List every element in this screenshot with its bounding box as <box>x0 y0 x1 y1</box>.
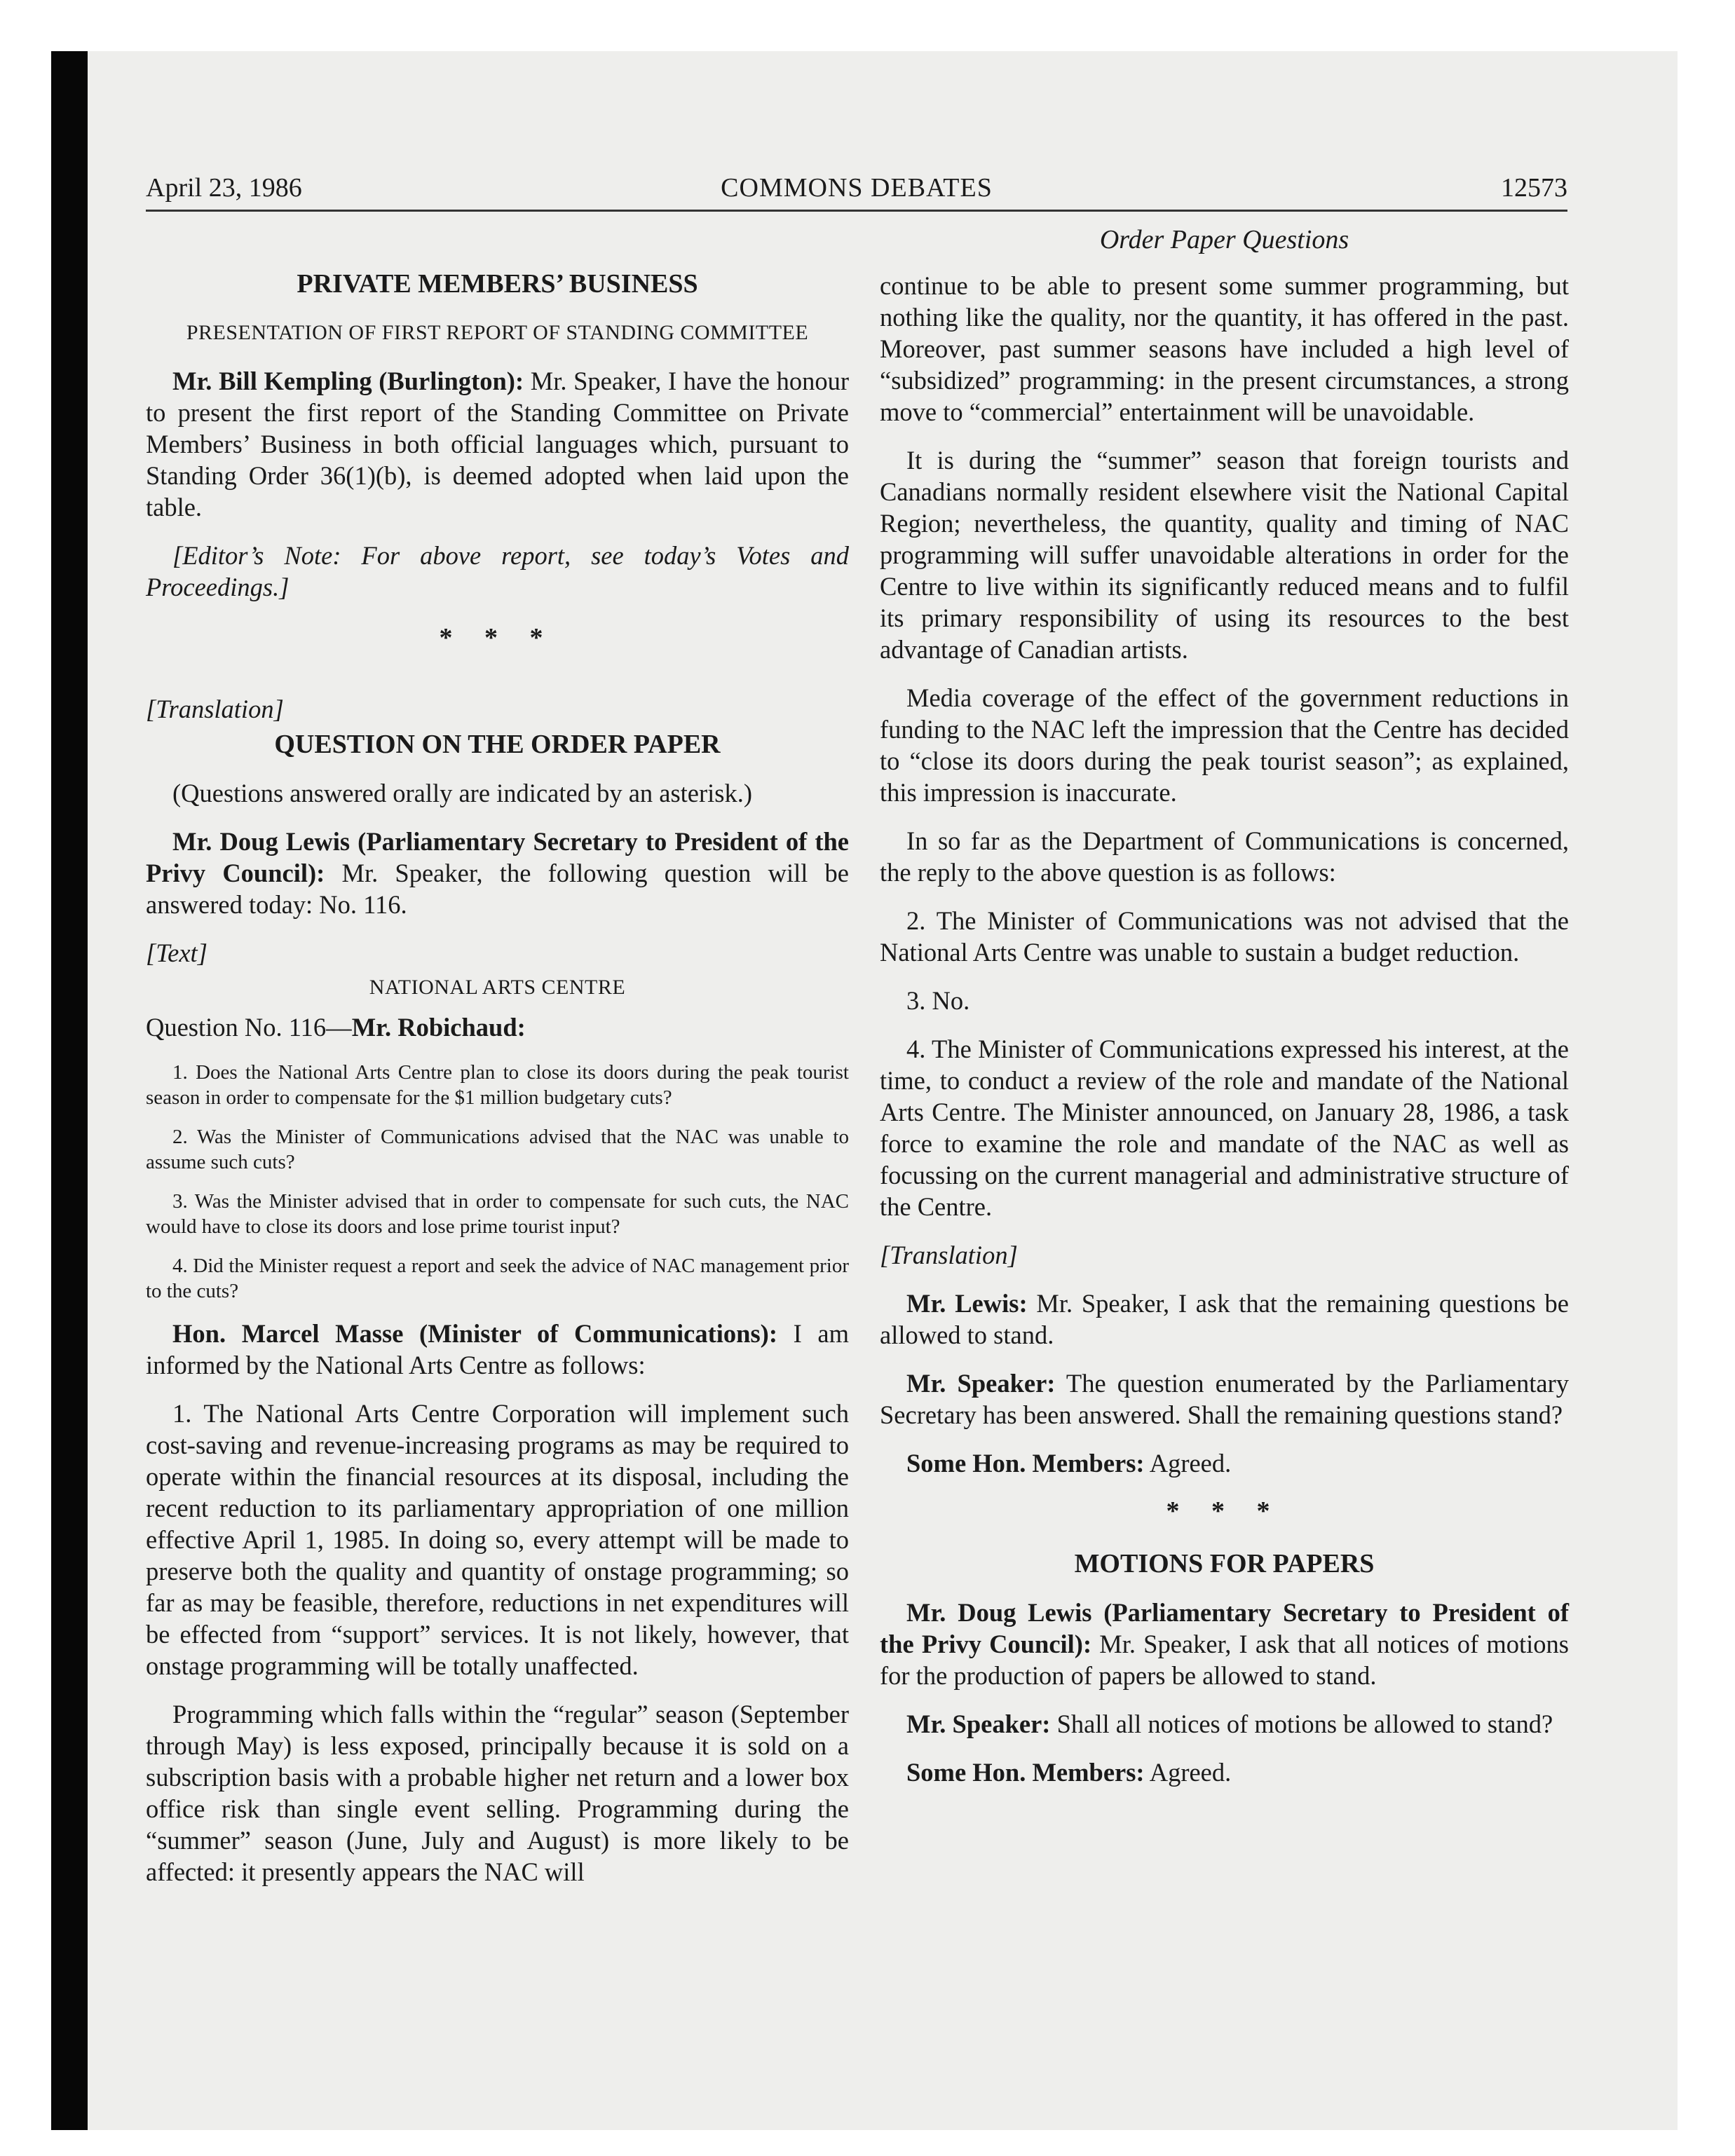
question-asker: Mr. Robichaud: <box>351 1013 526 1042</box>
question-4: 4. Did the Minister request a report and seek the advice of NAC management prior to the cuts? <box>146 1255 849 1302</box>
speaker2-paragraph <box>880 1708 1569 1740</box>
speech-text: Mr. Speaker, I have the honour to present the first report of the Standing Committee on Private Members’ Business in both official languages which, pursuant to Standing Order 36(1)(b), is deemed adopted when laid upon the table. <box>146 367 849 521</box>
question-3: 3. Was the Minister advised that in order to compensate for such cuts, the NAC would have to close its doors and lose prime tourist input? <box>146 1190 849 1238</box>
speaker-name: Mr. Speaker: <box>906 1369 1056 1398</box>
speaker-name: Mr. Speaker: <box>906 1710 1051 1738</box>
question-number: Question No. 116— <box>146 1013 352 1042</box>
pmb-subheading: PRESENTATION OF FIRST REPORT OF STANDING COMMITTEE <box>186 321 809 344</box>
lewis-paragraph <box>146 826 849 920</box>
speaker-name: Mr. Doug Lewis (Parliamentary Secretary to President of the Privy Council): <box>146 827 849 887</box>
translation-tag: [Translation] <box>880 1241 1018 1269</box>
summer-paragraph: It is during the “summer” season that foreign tourists and Canadians normally resident elsewhere visit the National Capital Region; nevertheless, the quantity, quality and timing of NAC programming will suffer unavoidable alterations in order for the Centre to live within its significantly reduced means and to fulfil its primary responsibility of using its resources to the best advantage of Canadian artists. <box>880 446 1569 664</box>
speech-text: Mr. Speaker, I ask that the remaining questions be allowed to stand. <box>880 1289 1569 1349</box>
media-paragraph: Media coverage of the effect of the government reductions in funding to the NAC left the impression that the Centre has decided to “close its doors during the peak tourist season”; as explained, this impression is inaccurate. <box>880 683 1569 807</box>
speech-text: Agreed. <box>1144 1758 1232 1787</box>
pmb-heading: PRIVATE MEMBERS’ BUSINESS <box>297 269 698 299</box>
page-header <box>146 170 1567 212</box>
speech-text: I am informed by the National Arts Centre as follows: <box>146 1319 849 1379</box>
speaker-name: Some Hon. Members: <box>906 1449 1145 1478</box>
section-separator: * * * <box>439 623 556 653</box>
speaker-name: Mr. Bill Kempling (Burlington): <box>172 367 524 395</box>
lewis-paragraph <box>880 1288 1569 1351</box>
reply-4: 4. The Minister of Communications expressed his interest, at the time, to conduct a review of the role and mandate of the National Arts Centre. The Minister announced, on January 28, 1986, a task force to examine the role and mandate of the NAC as well as focussing on the current managerial and administrative structure of the Centre. <box>880 1035 1569 1221</box>
speaker-name: Some Hon. Members: <box>906 1758 1145 1787</box>
speech-text: Shall all notices of motions be allowed to stand? <box>1050 1710 1553 1738</box>
speech-text: Mr. Speaker, the following question will be answered today: No. 116. <box>146 859 849 919</box>
kempling-paragraph <box>146 365 849 523</box>
header-date: April 23, 1986 <box>146 173 302 203</box>
members2-paragraph <box>880 1756 1569 1788</box>
section-separator: * * * <box>1166 1496 1283 1526</box>
translation-tag: [Translation] <box>146 695 284 723</box>
nac-subheading: NATIONAL ARTS CENTRE <box>369 976 626 999</box>
programming-paragraph: Programming which falls within the “regular” season (September through May) is less exposed, principally because it is sold on a subscription basis with a probable higher net return and a lower box office risk than single event selling. Programming during the “summer” season (June, July and August) is more likely to be affected: it presently appears the NAC will <box>146 1700 849 1886</box>
continued-paragraph: continue to be able to present some summer programming, but nothing like the quality, nor the quantity, it has offered in the past. Moreover, past summer seasons have included a high level of “subsidized” programming: in the present circumstances, a strong move to “commercial” entertainment will be unavoidable. <box>880 271 1569 426</box>
question-2: 2. Was the Minister of Communications advised that the NAC was unable to assume such cuts? <box>146 1126 849 1173</box>
answer-1: 1. The National Arts Centre Corporation will implement such cost-saving and revenue-increasing programs as may be required to operate within the financial resources at its disposal, including the recent reduction to its parliamentary appropriation of one million effective April 1, 1985. In doing so, every attempt will be made to preserve both the quality and quantity of onstage programming; so far as may be feasible, therefore, reductions in net expenditures will be effected from “support” services. It is not likely, however, that onstage programming will be totally unaffected. <box>146 1399 849 1680</box>
members-paragraph <box>880 1447 1569 1479</box>
mfp-heading: MOTIONS FOR PAPERS <box>1074 1549 1375 1578</box>
speaker-name: Hon. Marcel Masse (Minister of Communications): <box>172 1319 777 1348</box>
speaker-paragraph <box>880 1367 1569 1431</box>
department-paragraph: In so far as the Department of Communications is concerned, the reply to the above question is as follows: <box>880 826 1569 887</box>
speech-text: Agreed. <box>1144 1449 1232 1478</box>
question-heading <box>146 1011 849 1043</box>
qop-heading: QUESTION ON THE ORDER PAPER <box>274 730 721 759</box>
reply-3: 3. No. <box>906 986 970 1015</box>
speaker-name: Mr. Lewis: <box>906 1289 1028 1318</box>
speech-text: The question enumerated by the Parliamentary Secretary has been answered. Shall the remaining questions stand? <box>880 1369 1569 1429</box>
lewis2-paragraph <box>880 1597 1569 1691</box>
speech-text: Mr. Speaker, I ask that all notices of motions for the production of papers be allowed to stand. <box>880 1630 1569 1690</box>
left-column <box>146 263 849 1904</box>
question-1: 1. Does the National Arts Centre plan to close its doors during the peak tourist season in order to compensate for the $1 million budgetary cuts? <box>146 1061 849 1109</box>
right-column <box>880 270 1569 1805</box>
masse-paragraph <box>146 1318 849 1381</box>
binding-shadow <box>51 51 88 2130</box>
asterisk-note: (Questions answered orally are indicated by an asterisk.) <box>172 779 753 807</box>
running-head: Order Paper Questions <box>1099 225 1349 254</box>
header-title: COMMONS DEBATES <box>721 173 993 203</box>
reply-2: 2. The Minister of Communications was not advised that the National Arts Centre was unable to sustain a budget reduction. <box>880 906 1569 967</box>
speaker-name: Mr. Doug Lewis (Parliamentary Secretary to President of the Privy Council): <box>880 1598 1569 1658</box>
editor-note: [Editor’s Note: For above report, see today’s Votes and Proceedings.] <box>146 541 849 601</box>
header-page-number: 12573 <box>1501 173 1567 203</box>
text-tag: [Text] <box>146 939 207 967</box>
